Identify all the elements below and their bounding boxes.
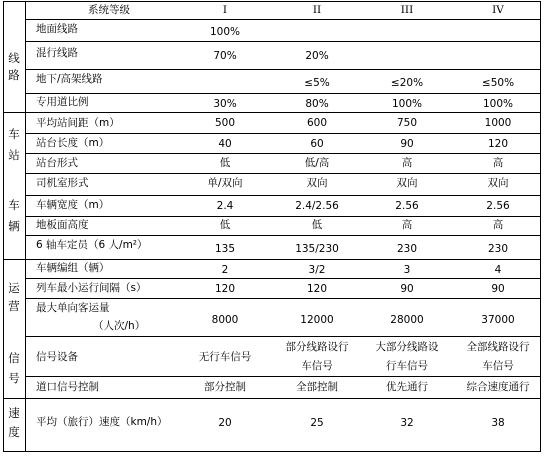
group-signal-char-2: 号	[8, 371, 20, 385]
cell-level-4: 全部线路设行	[466, 341, 530, 353]
cell-level-4: 双向	[487, 177, 509, 189]
group-signal-char-1: 信	[8, 351, 20, 365]
cell-level-2: 2.4/2.56	[295, 200, 339, 212]
group-operation-char-1: 运	[8, 281, 20, 295]
cell-level-2: 20%	[305, 50, 329, 62]
cell-level-3: 大部分线路设	[375, 341, 439, 353]
cell-level-3: 高	[401, 157, 413, 169]
cell-level-1: 低	[219, 157, 231, 169]
row-divider	[25, 69, 541, 70]
level-1-header: I	[222, 4, 228, 16]
cell-level-4: 1000	[484, 117, 512, 129]
row-label: 平均站间距（m）	[36, 117, 120, 129]
cell-level-3: 750	[396, 117, 418, 129]
cell-level-2: 135/230	[295, 243, 339, 255]
group-line-char-1: 线	[8, 51, 20, 65]
cell-level-1: 500	[214, 117, 236, 129]
group-operation-char-2: 营	[8, 299, 20, 313]
cell-level-2: 3/2	[308, 264, 326, 276]
row-label: 道口信号控制	[36, 381, 99, 393]
row-label: 列车最小运行间隔（s）	[36, 282, 147, 294]
cell-level-1: 低	[219, 219, 231, 231]
cell-level-1: 100%	[209, 26, 241, 38]
group-vehicle-char-1: 车	[8, 198, 20, 212]
cell-level-4: ≤50%	[481, 77, 515, 89]
row-label: 专用道比例	[36, 96, 89, 108]
row-divider	[25, 195, 541, 196]
cell-level-2: 12000	[300, 314, 334, 326]
cell-level-4: 综合速度通行	[466, 381, 530, 393]
row-label: 6 轴车定员（6 人/m²）	[36, 239, 148, 251]
cell-level-4: 100%	[482, 98, 514, 110]
row-label: 地下/高架线路	[36, 73, 103, 85]
cell-level-3: 100%	[391, 98, 423, 110]
cell-level-4: 37000	[481, 314, 515, 326]
cell-level-4-line-2: 车信号	[482, 360, 514, 372]
row-divider	[25, 376, 541, 377]
cell-level-1: 40	[218, 138, 232, 150]
cell-level-1: 120	[214, 283, 236, 295]
cell-level-3: 优先通行	[386, 381, 428, 393]
cell-level-1: 20	[218, 417, 232, 429]
row-divider	[25, 216, 541, 217]
cell-level-4: 120	[487, 138, 509, 150]
row-label: 最大单向客运量	[36, 302, 110, 314]
row-label: 车辆编组（辆）	[36, 262, 110, 274]
row-divider	[25, 19, 541, 20]
cell-level-2: 25	[310, 417, 324, 429]
cell-level-2: 60	[310, 138, 324, 150]
border-bottom	[3, 451, 541, 452]
row-label: 地面线路	[36, 23, 78, 35]
cell-level-1: 8000	[211, 314, 239, 326]
row-divider	[25, 235, 541, 236]
row-divider	[25, 153, 541, 154]
row-label: 地板面高度	[36, 219, 89, 231]
cell-level-3: 双向	[396, 177, 418, 189]
cell-level-1: 70%	[213, 50, 237, 62]
row-divider	[25, 93, 541, 94]
row-label: 信号设备	[36, 351, 78, 363]
cell-level-3: 3	[403, 264, 411, 276]
cell-level-3: 230	[396, 243, 418, 255]
row-divider	[25, 298, 541, 299]
row-label: 站台长度（m）	[36, 137, 110, 149]
row-divider	[25, 278, 541, 279]
cell-level-2-line-2: 车信号	[301, 360, 333, 372]
row-divider	[25, 133, 541, 134]
row-label: 司机室形式	[36, 177, 89, 189]
row-label: 平均（旅行）速度（km/h）	[36, 416, 168, 428]
row-divider	[25, 173, 541, 174]
group-speed-char-1: 速	[8, 406, 20, 420]
group-divider	[3, 259, 541, 260]
cell-level-2: 全部控制	[296, 381, 338, 393]
cell-level-3: 28000	[390, 314, 424, 326]
row-sublabel: （人次/h）	[93, 320, 146, 332]
cell-level-1: 2.4	[216, 200, 234, 212]
cell-level-2: 120	[306, 283, 328, 295]
cell-level-2: ≤5%	[304, 77, 330, 89]
group-divider	[3, 112, 541, 113]
group-column-divider	[25, 1, 26, 452]
cell-level-2: 低/高	[304, 157, 330, 169]
cell-level-3: 32	[400, 417, 414, 429]
cell-level-1: 单/双向	[207, 177, 243, 189]
row-label: 混行线路	[36, 47, 78, 59]
row-divider	[25, 336, 541, 337]
cell-level-1: 30%	[213, 98, 237, 110]
level-3-header: III	[400, 4, 414, 16]
cell-level-4: 230	[487, 243, 509, 255]
group-line-char-2: 路	[8, 68, 20, 82]
cell-level-3-line-2: 行车信号	[386, 360, 428, 372]
cell-level-4: 38	[491, 417, 505, 429]
cell-level-2: 双向	[306, 177, 328, 189]
cell-level-3: ≤20%	[390, 77, 424, 89]
cell-level-2: 低	[311, 219, 323, 231]
border-top	[3, 1, 541, 2]
cell-level-4: 90	[491, 283, 505, 295]
row-divider	[25, 41, 541, 42]
group-vehicle-char-2: 辆	[8, 219, 20, 233]
row-label: 车辆宽度（m）	[36, 199, 110, 211]
cell-level-1: 部分控制	[204, 381, 246, 393]
cell-level-1: 无行车信号	[198, 351, 252, 363]
cell-level-4: 4	[494, 264, 502, 276]
level-2-header: II	[312, 4, 322, 16]
cell-level-4: 高	[492, 219, 504, 231]
cell-level-1: 135	[214, 243, 236, 255]
row-label: 站台形式	[36, 157, 78, 169]
border-right	[540, 1, 541, 452]
cell-level-2: 部分线路设行	[285, 341, 349, 353]
cell-level-3: 高	[401, 219, 413, 231]
cell-level-2: 80%	[305, 98, 329, 110]
group-divider	[3, 398, 541, 399]
cell-level-3: 90	[400, 138, 414, 150]
cell-level-4: 高	[492, 157, 504, 169]
group-station-char-1: 车	[8, 127, 20, 141]
cell-level-4: 2.56	[486, 200, 510, 212]
cell-level-1: 2	[221, 264, 229, 276]
border-left	[3, 1, 4, 452]
level-4-header: IV	[492, 4, 504, 16]
header-label: 系统等级	[88, 4, 130, 16]
group-station-char-2: 站	[8, 148, 20, 162]
cell-level-3: 2.56	[395, 200, 419, 212]
cell-level-3: 90	[400, 283, 414, 295]
group-speed-char-2: 度	[8, 425, 20, 439]
cell-level-2: 600	[306, 117, 328, 129]
standards-table	[3, 1, 541, 453]
